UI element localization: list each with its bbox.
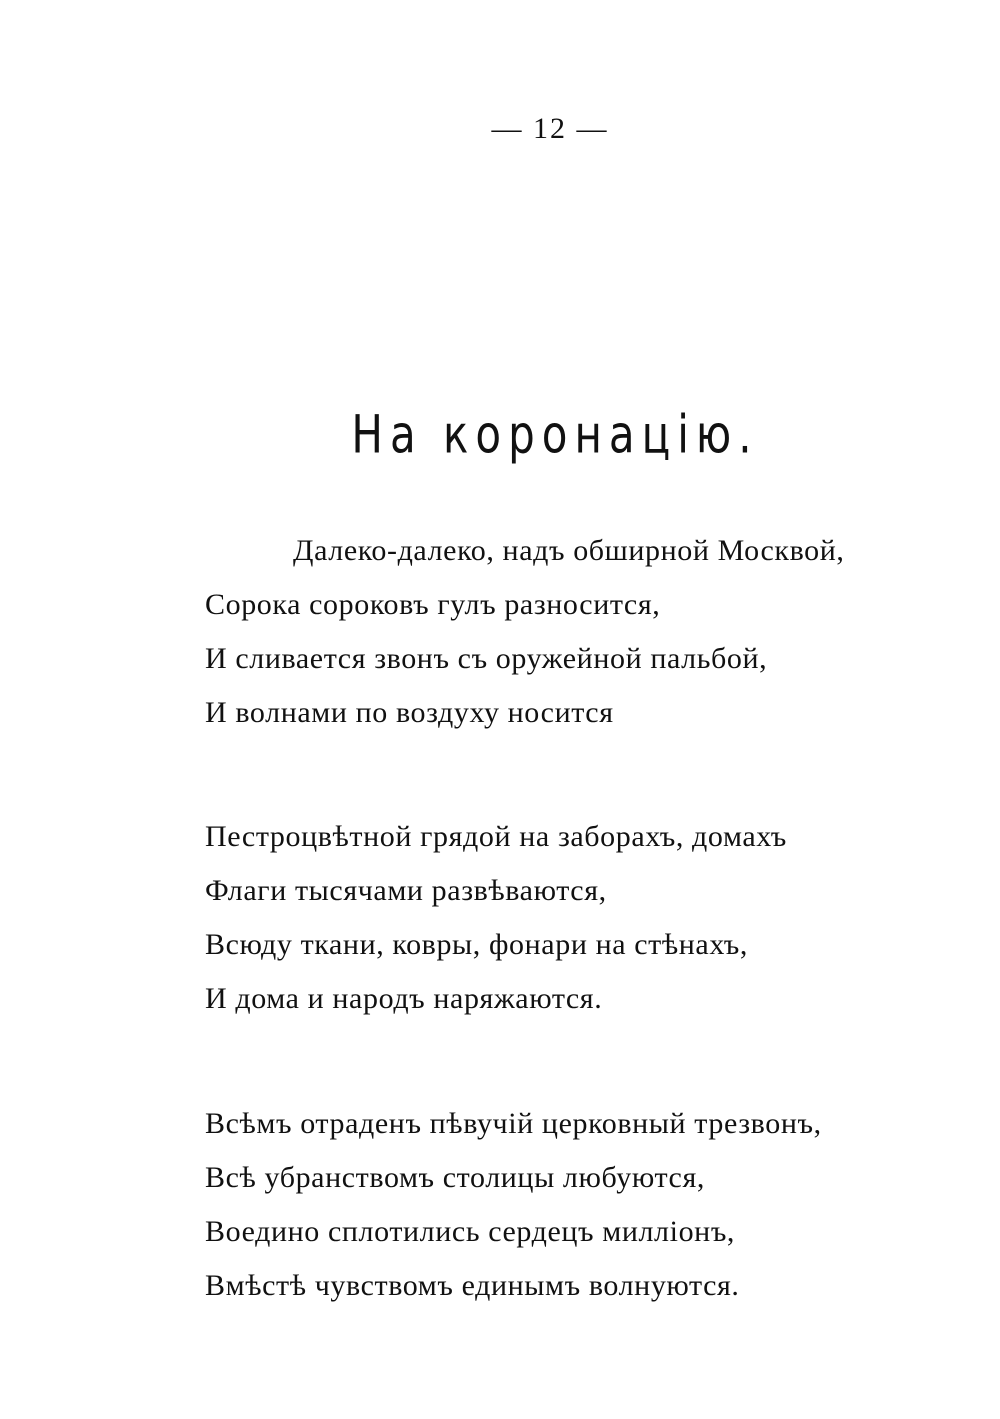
- verse-line: Далеко-далеко, надъ обширной Москвой,: [293, 534, 845, 567]
- verse-line: Всѣ убранствомъ столицы любуются,: [205, 1161, 705, 1194]
- verse-line: Сорока сороковъ гулъ разносится,: [205, 588, 661, 621]
- verse-line: Всѣмъ отраденъ пѣвучій церковный трезвонъ,: [205, 1107, 822, 1140]
- verse-line: Пестроцвѣтной грядой на заборахъ, домахъ: [205, 820, 787, 853]
- verse-line: Флаги тысячами развѣваются,: [205, 874, 607, 907]
- page-number: — 12 —: [491, 112, 609, 145]
- verse-line: И сливается звонъ съ оружейной пальбой,: [205, 642, 768, 675]
- stanza: [205, 524, 905, 740]
- stanza: [205, 1097, 905, 1313]
- verse-line: Вмѣстѣ чувствомъ единымъ волнуются.: [205, 1269, 740, 1302]
- verse-line: И волнами по воздуху носится: [205, 696, 614, 729]
- verse-line: Всюду ткани, ковры, фонари на стѣнахъ,: [205, 928, 748, 961]
- verse-line: И дома и народъ наряжаются.: [205, 982, 603, 1015]
- poem-title: На коронацію.: [351, 403, 759, 466]
- verse-line: Воедино сплотились сердецъ милліонъ,: [205, 1215, 736, 1248]
- stanza: [205, 810, 905, 1026]
